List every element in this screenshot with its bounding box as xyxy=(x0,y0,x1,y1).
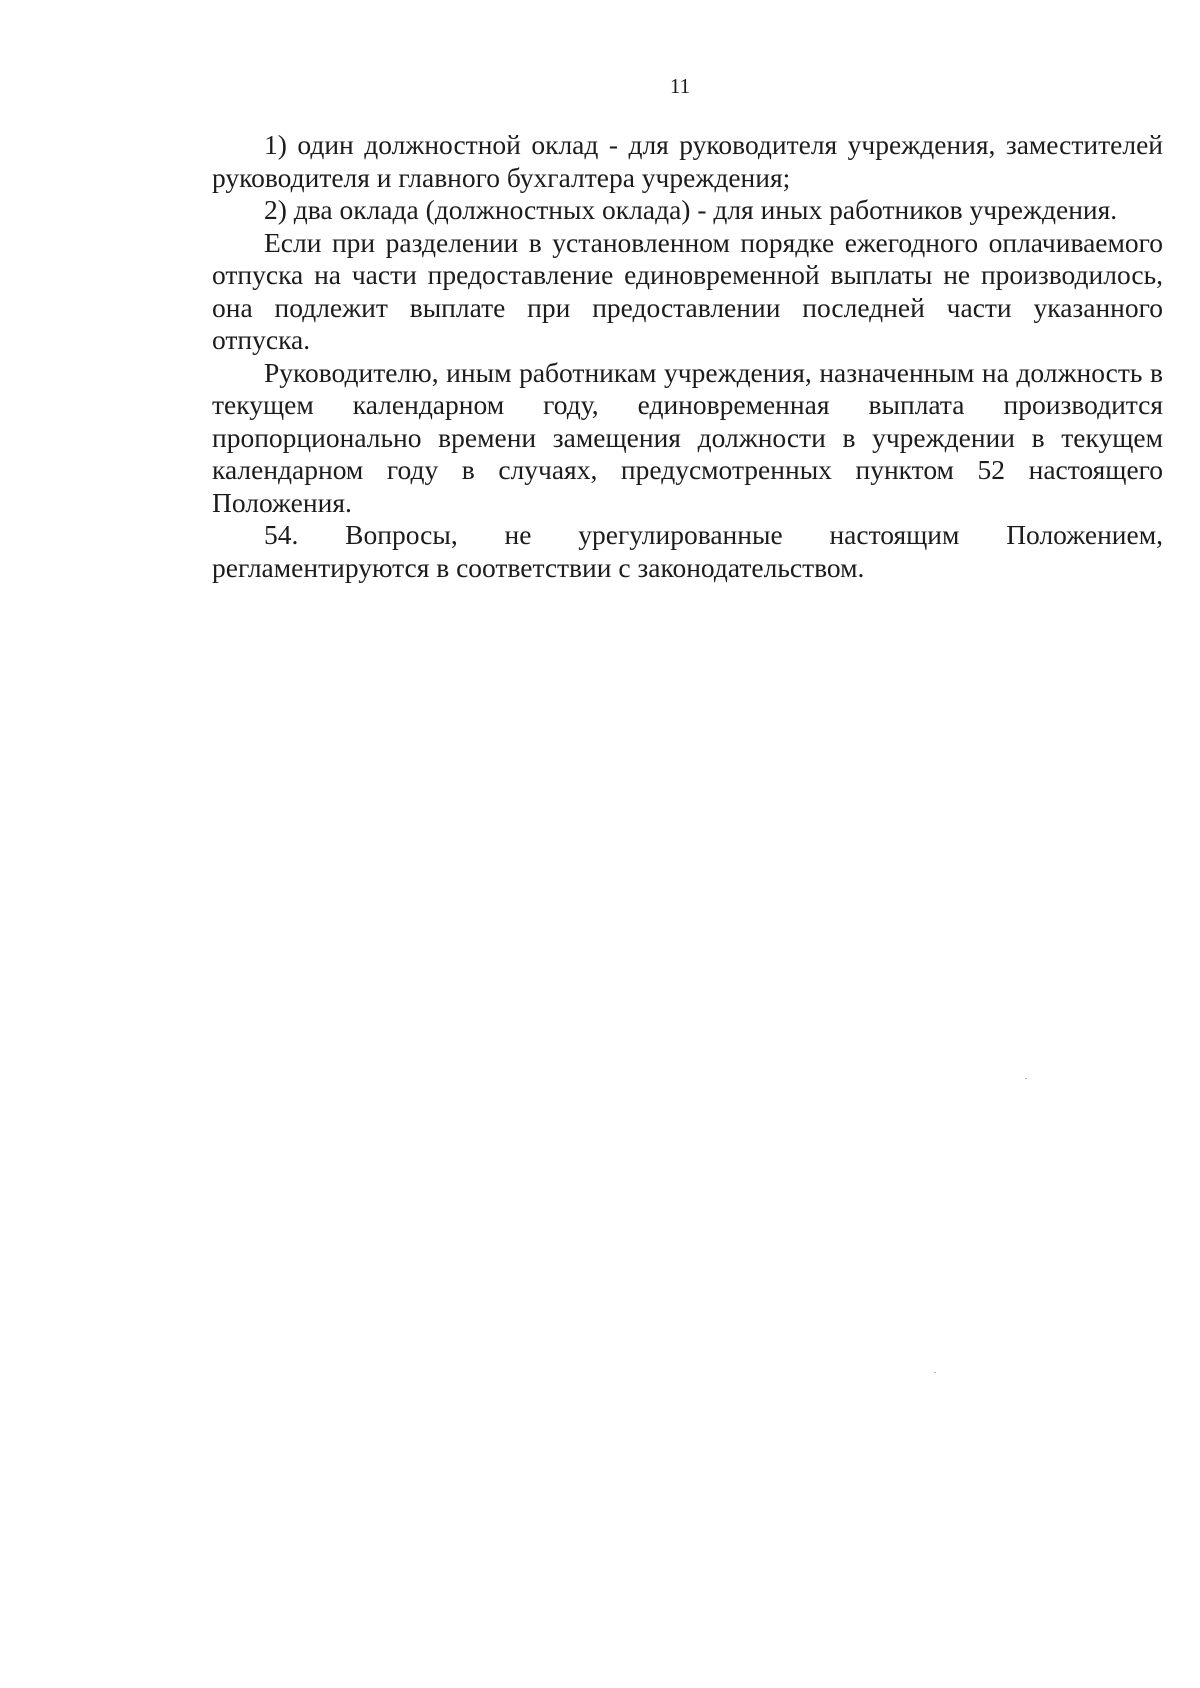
paragraph-54: 54. Вопросы, не урегулированные настоящим Положением, регламентируются в соответствии с законодательством. xyxy=(212,519,1163,583)
paragraph-item-1: 1) один должностной оклад - для руководителя учреждения, заместителей руководителя и главного бухгалтера учреждения; xyxy=(212,129,1163,193)
paragraph-proportional-payment: Руководителю, иным работникам учреждения, назначенным на должность в текущем календарном году, единовременная выплата производится пропорционально времени замещения должности в учреждении в текущем календарном году в случаях, предусмотренных пунктом 52 настоящего Положения. xyxy=(212,356,1163,518)
paragraph-vacation-split: Если при разделении в установленном порядке ежегодного оплачиваемого отпуска на части предоставление единовременной выплаты не производилось, она подлежит выплате при предоставлении последней части указанного отпуска. xyxy=(212,226,1163,355)
scan-artifact xyxy=(1025,1078,1027,1079)
document-body xyxy=(212,129,1163,584)
page-number: 11 xyxy=(669,74,691,98)
scan-artifact xyxy=(934,1372,936,1373)
paragraph-item-2: 2) два оклада (должностных оклада) - для иных работников учреждения. xyxy=(264,194,1118,225)
